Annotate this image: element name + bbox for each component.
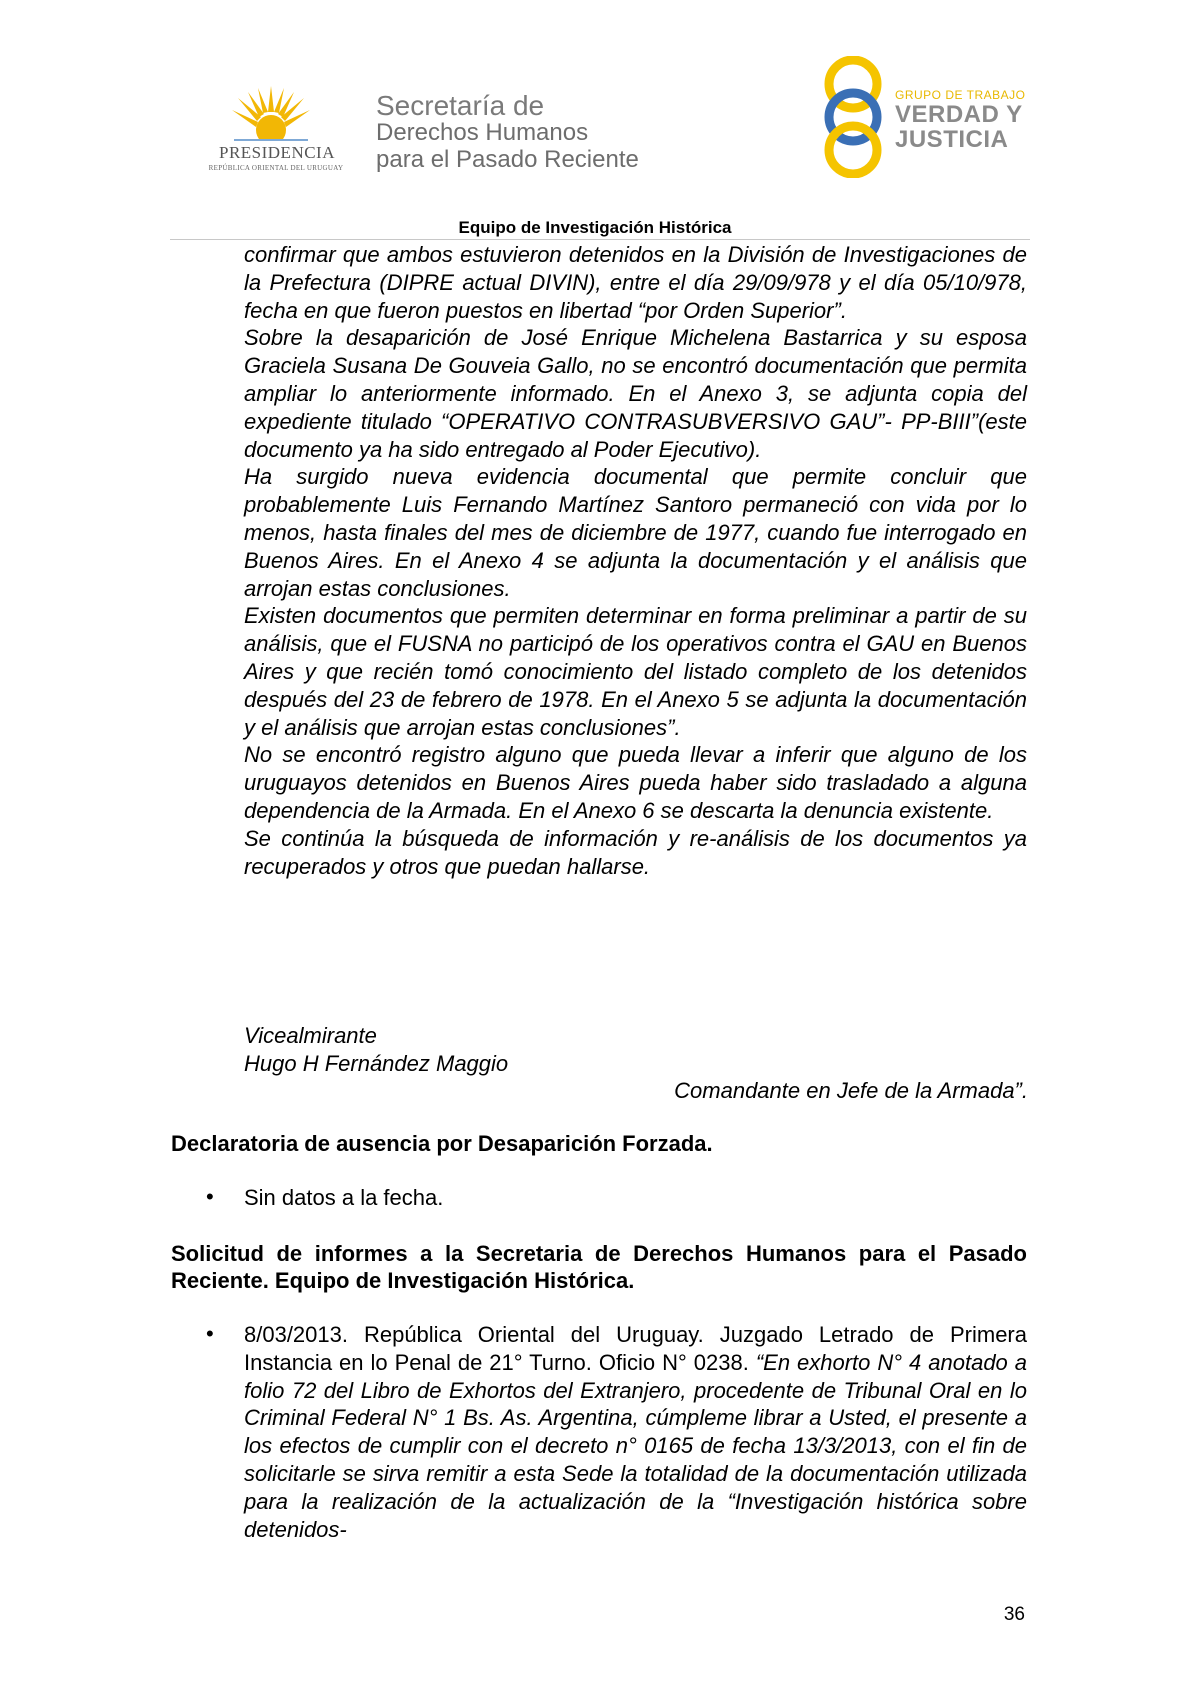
bullet-item-oficio	[244, 1321, 1027, 1543]
header-equipo-title: Equipo de Investigación Histórica	[458, 218, 732, 237]
presidencia-wordmark: PRESIDENCIA	[218, 143, 335, 162]
bullet-item: Sin datos a la fecha.	[244, 1185, 444, 1210]
verdad-justicia-wordmark	[895, 88, 1025, 152]
signature-block	[244, 1022, 508, 1078]
verdad-justicia-logo-icon	[818, 56, 888, 178]
vj-line-2: VERDAD Y	[895, 101, 1023, 128]
secretaria-line-1: Secretaría de	[376, 90, 545, 121]
signature-rank: Vicealmirante	[244, 1023, 377, 1048]
oficio-text: 8/03/2013. República Oriental del Uruguay. Juzgado Letrado de Primera Instancia en lo Penal de 21° Turno. Oficio N° 0238.	[244, 1322, 1027, 1375]
section-heading-declaratoria: Declaratoria de ausencia por Desaparición Forzada.	[171, 1131, 713, 1156]
quote-block	[244, 241, 1027, 880]
vj-line-3: JUSTICIA	[895, 126, 1009, 153]
quote-paragraph: confirmar que ambos estuvieron detenidos en la División de Investigaciones de la Prefectura (DIPRE actual DIVIN), entre el día 29/09/978 y el día 05/10/978, fecha en que fueron puestos en libertad “por Orden Superior”.	[244, 242, 1027, 323]
signature-name: Hugo H Fernández Maggio	[244, 1050, 509, 1076]
page-number: 36	[1003, 1604, 1025, 1625]
sun-emblem-icon	[228, 82, 314, 150]
bullet-marker: •	[206, 1321, 214, 1346]
section-heading-solicitud: Solicitud de informes a la Secretaria de Derechos Humanos para el Pasado Reciente. Equipo de Investigación Histórica.	[171, 1241, 1027, 1293]
quote-paragraph: Existen documentos que permiten determinar en forma preliminar a partir de su análisis, que el FUSNA no participó de los operativos contra el GAU en Buenos Aires y que recién tomó conocimiento del listado completo de los detenidos después del 23 de febrero de 1978. En el Anexo 5 se adjunta la documentación y el análisis que arrojan estas conclusiones”.	[244, 603, 1027, 740]
signature-title: Comandante en Jefe de la Armada”.	[674, 1078, 1028, 1103]
vj-line-1: GRUPO DE TRABAJO	[895, 88, 1026, 102]
secretaria-line-3: para el Pasado Reciente	[376, 146, 639, 173]
quote-paragraph: Se continúa la búsqueda de información y re-análisis de los documentos ya recuperados y otros que puedan hallarse.	[244, 825, 1027, 879]
secretaria-logo-text	[376, 92, 639, 173]
secretaria-line-2: Derechos Humanos	[376, 119, 589, 146]
header-divider	[170, 239, 1030, 240]
quote-paragraph: No se encontró registro alguno que pueda llevar a inferir que alguno de los uruguayos detenidos en Buenos Aires pueda haber sido trasladado a alguna dependencia de la Armada. En el Anexo 6 se descarta la denuncia existente.	[244, 742, 1027, 823]
quote-paragraph: Ha surgido nueva evidencia documental que permite concluir que probablemente Luis Fernando Martínez Santoro permaneció con vida por lo menos, hasta finales del mes de diciembre de 1977, cuando fue interrogado en Buenos Aires. En el Anexo 4 se adjunta la documentación y el análisis que arrojan estas conclusiones.	[244, 464, 1027, 601]
oficio-quote: “En exhorto N° 4 anotado a folio 72 del Libro de Exhortos del Extranjero, procedente de Tribunal Oral en lo Criminal Federal N° 1 Bs. As. Argentina, cúmpleme librar a Usted, el presente a los efectos de cumplir con el decreto n° 0165 de fecha 13/3/2013, con el fin de solicitarle se sirva remitir a esta Sede la totalidad de la documentación utilizada para la realización de la actualización de la “Investigación histórica sobre detenidos-	[244, 1349, 1028, 1542]
quote-paragraph: Sobre la desaparición de José Enrique Michelena Bastarrica y su esposa Graciela Susana De Gouveia Gallo, no se encontró documentación que permita ampliar lo anteriormente informado. En el Anexo 3, se adjunta copia del expediente titulado “OPERATIVO CONTRASUBVERSIVO GAU”- PP-BIII”(este documento ya ha sido entregado al Poder Ejecutivo).	[244, 325, 1027, 462]
presidencia-subtitle: REPÚBLICA ORIENTAL DEL URUGUAY	[208, 164, 344, 172]
bullet-marker: •	[206, 1184, 214, 1209]
